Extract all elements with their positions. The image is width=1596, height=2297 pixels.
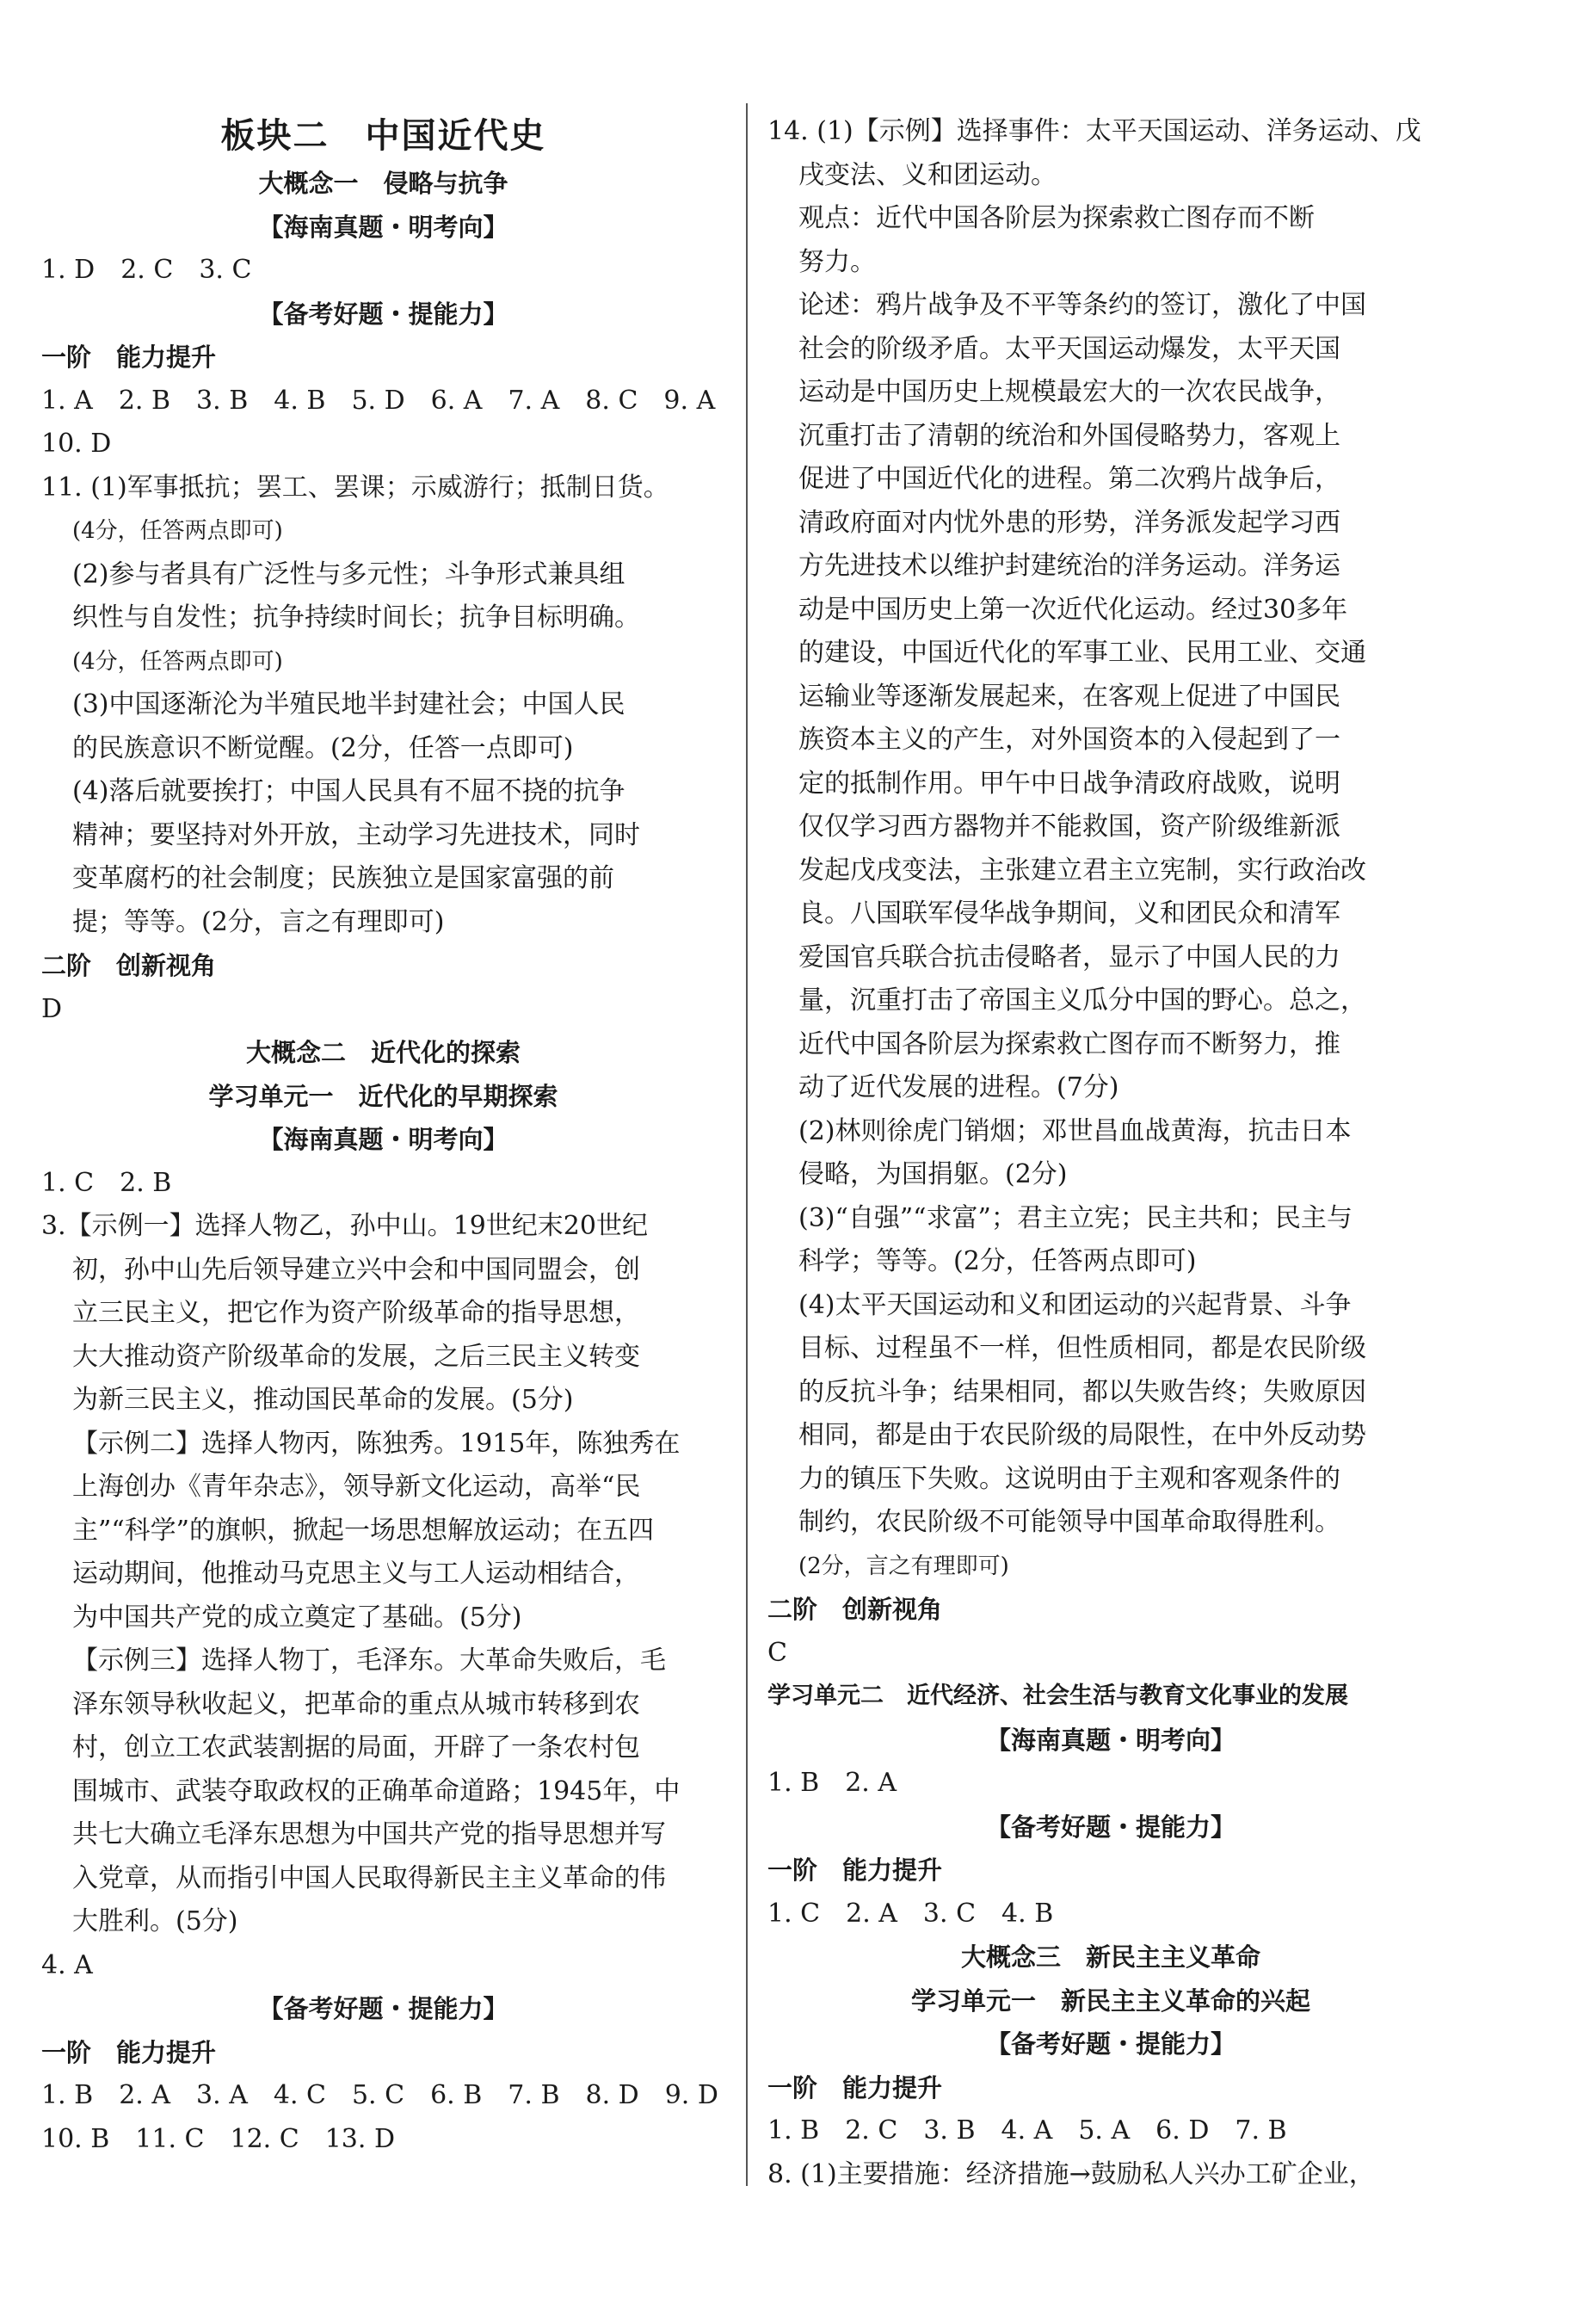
right-text-line: 二阶 创新视角 [767,1595,943,1624]
left-text-line: 变革腐朽的社会制度；民族独立是国家富强的前 [72,863,614,893]
right-text-line: 仅仅学习西方器物并不能救国，资产阶级维新派 [798,812,1340,842]
left-text-line: 的民族意识不断觉醒。(2分，任答一点即可) [72,732,574,763]
left-text-line: 上海创办《青年杂志》，领导新文化运动，高举“民 [72,1472,641,1502]
left-text-line: 入党章，从而指引中国人民取得新民主主义革命的伟 [72,1862,666,1893]
right-text-line: 力的镇压下失败。这说明由于主观和客观条件的 [798,1463,1340,1494]
left-column [41,110,725,2161]
right-text-line: 1. C 2. A 3. C 4. B [767,1898,1054,1929]
left-text-line: 运动期间，他推动马克思主义与工人运动相结合， [72,1559,640,1589]
right-text-line: 近代中国各阶层为探索救亡图存而不断努力，推 [798,1028,1340,1059]
left-text-line: 板块二 中国近代史 [220,116,546,156]
right-text-line: (4)太平天国运动和义和团运动的兴起背景、斗争 [798,1289,1352,1320]
right-text-line: 运动是中国历史上规模最宏大的一次农民战争， [798,377,1340,407]
right-text-line: 量，沉重打击了帝国主义瓜分中国的野心。总之， [798,985,1366,1016]
left-text-line: 二阶 创新视角 [41,951,217,980]
left-text-line: 【示例三】选择人物丁，毛泽东。大革命失败后，毛 [72,1646,666,1676]
right-text-line: 社会的阶级矛盾。太平天国运动爆发，太平天国 [798,333,1340,364]
right-text-line: (2分，言之有理即可) [798,1553,1009,1579]
right-text-line: 14. (1)【示例】选择事件：太平天国运动、洋务运动、戊 [767,116,1421,146]
right-text-line: 努力。 [798,246,876,277]
left-text-line: 【备考好题・提能力】 [258,299,508,329]
right-text-line: 运输业等逐渐发展起来，在客观上促进了中国民 [798,681,1340,712]
left-text-line: 【海南真题・明考向】 [258,1125,508,1154]
left-text-line: 织性与自发性；抗争持续时间长；抗争目标明确。 [72,602,640,633]
column-divider [746,103,748,2186]
right-text-line: (3)“自强”“求富”；君主立宪；民主共和；民主与 [798,1202,1353,1233]
right-text-line: C [767,1637,787,1668]
left-text-line: (4分，任答两点即可) [72,518,283,544]
left-text-line: 4. A [41,1949,93,1980]
right-text-line: 动了近代发展的进程。(7分) [798,1072,1119,1102]
left-text-line: 11. (1)军事抵抗；罢工、罢课；示威游行；抵制日货。 [41,472,669,503]
left-text-line: 【海南真题・明考向】 [258,212,508,242]
right-text-line: 8. (1)主要措施：经济措施→鼓励私人兴办工矿企业， [767,2158,1375,2189]
right-text-line: 促进了中国近代化的进程。第二次鸦片战争后， [798,464,1340,494]
right-text-line: 的反抗斗争；结果相同，都以失败告终；失败原因 [798,1376,1366,1407]
left-text-line: 一阶 能力提升 [41,343,217,372]
right-text-line: 制约，农民阶级不可能领导中国革命取得胜利。 [798,1507,1340,1537]
right-text-line: 1. B 2. C 3. B 4. A 5. A 6. D 7. B [767,2115,1287,2146]
left-text-line: 大胜利。(5分) [72,1906,238,1936]
left-text-line: 为新三民主义，推动国民革命的发展。(5分) [72,1385,574,1415]
right-text-line: 爱国官兵联合抗击侵略者，显示了中国人民的力 [798,942,1340,973]
left-text-line: 10. B 11. C 12. C 13. D [41,2123,395,2154]
right-text-line: 1. B 2. A [767,1768,897,1798]
right-text-line: 【备考好题・提能力】 [985,2029,1236,2059]
right-text-line: (2)林则徐虎门销烟；邓世昌血战黄海，抗击日本 [798,1115,1352,1146]
left-text-line: 共七大确立毛泽东思想为中国共产党的指导思想并写 [72,1819,666,1849]
left-text-line: 3.【示例一】选择人物乙，孙中山。19世纪末20世纪 [41,1211,648,1241]
right-text-line: 学习单元一 新民主主义革命的兴起 [910,1985,1310,2016]
right-text-line: 一阶 能力提升 [767,1856,943,1885]
right-text-line: 目标、过程虽不一样，但性质相同，都是农民阶级 [798,1333,1366,1363]
right-text-line: 【海南真题・明考向】 [985,1725,1236,1755]
right-text-line: 的建设，中国近代化的军事工业、民用工业、交通 [798,638,1366,668]
left-text-line: 立三民主义，把它作为资产阶级革命的指导思想， [72,1298,640,1328]
left-text-line: 一阶 能力提升 [41,2037,217,2067]
left-text-line: 围城市、武装夺取政权的正确革命道路；1945年，中 [72,1775,681,1806]
right-text-line: 发起戊戌变法，主张建立君主立宪制，实行政治改 [798,855,1366,886]
left-text-line: 大大推动资产阶级革命的发展，之后三民主义转变 [72,1341,640,1372]
left-text-line: 大概念二 近代化的探索 [245,1038,521,1067]
left-text-line: 1. A 2. B 3. B 4. B 5. D 6. A 7. A 8. C 9. A [41,385,716,416]
left-text-line: 为中国共产党的成立奠定了基础。(5分) [72,1602,522,1633]
right-text-line: 良。八国联军侵华战争期间，义和团民众和清军 [798,898,1340,929]
right-text-line: 【备考好题・提能力】 [985,1812,1236,1842]
left-text-line: 精神；要坚持对外开放，主动学习先进技术，同时 [72,819,640,850]
left-text-line: 1. C 2. B [41,1167,172,1198]
left-text-line: 【备考好题・提能力】 [258,1994,508,2023]
left-text-line: 初，孙中山先后领导建立兴中会和中国同盟会，创 [72,1254,640,1285]
right-text-line: 定的抵制作用。甲午中日战争清政府战败，说明 [798,768,1340,799]
left-text-line: (4分，任答两点即可) [72,648,283,675]
right-text-line: 一阶 能力提升 [767,2072,943,2102]
right-text-line: 沉重打击了清朝的统治和外国侵略势力，客观上 [798,420,1340,451]
right-text-line: 戌变法、义和团运动。 [798,159,1057,190]
left-text-line: (3)中国逐渐沦为半殖民地半封建社会；中国人民 [72,689,625,719]
right-column [767,110,1454,2196]
right-text-line: 科学；等等。(2分，任答两点即可) [798,1246,1197,1276]
left-text-line: 学习单元一 近代化的早期探索 [208,1081,558,1111]
left-text-line: 1. D 2. C 3. C [41,255,252,285]
left-text-line: D [41,993,63,1024]
right-text-line: 论述：鸦片战争及不平等条约的签订，激化了中国 [798,290,1366,320]
left-text-line: 提；等等。(2分，言之有理即可) [72,906,445,937]
left-text-line: (4)落后就要挨打；中国人民具有不屈不挠的抗争 [72,776,625,806]
right-text-line: 清政府面对内忧外患的形势，洋务派发起学习西 [798,507,1340,538]
left-text-line: 【示例二】选择人物丙，陈独秀。1915年，陈独秀在 [72,1428,681,1459]
left-text-line: 村，创立工农武装割据的局面，开辟了一条农村包 [72,1732,640,1763]
left-text-line: 泽东领导秋收起义，把革命的重点从城市转移到农 [72,1689,640,1720]
left-text-line: 主”“科学”的旗帜，掀起一场思想解放运动；在五四 [72,1515,655,1546]
left-text-line: 10. D [41,429,112,459]
right-text-line: 族资本主义的产生，对外国资本的入侵起到了一 [798,725,1340,755]
right-text-line: 观点：近代中国各阶层为探索救亡图存而不断 [798,203,1315,233]
right-text-line: 动是中国历史上第一次近代化运动。经过30多年 [798,594,1348,625]
right-text-line: 方先进技术以维护封建统治的洋务运动。洋务运 [798,551,1340,581]
left-text-line: 1. B 2. A 3. A 4. C 5. C 6. B 7. B 8. D 9. D [41,2080,718,2110]
right-text-line: 相同，都是由于农民阶级的局限性，在中外反动势 [798,1420,1366,1450]
left-text-line: 大概念一 侵略与抗争 [258,169,508,198]
left-text-line: (2)参与者具有广泛性与多元性；斗争形式兼具组 [72,559,625,590]
right-text-line: 侵略，为国捐躯。(2分) [798,1159,1068,1189]
right-text-line: 学习单元二 近代经济、社会生活与教育文化事业的发展 [767,1683,1348,1709]
right-text-line: 大概念三 新民主主义革命 [960,1942,1260,1972]
